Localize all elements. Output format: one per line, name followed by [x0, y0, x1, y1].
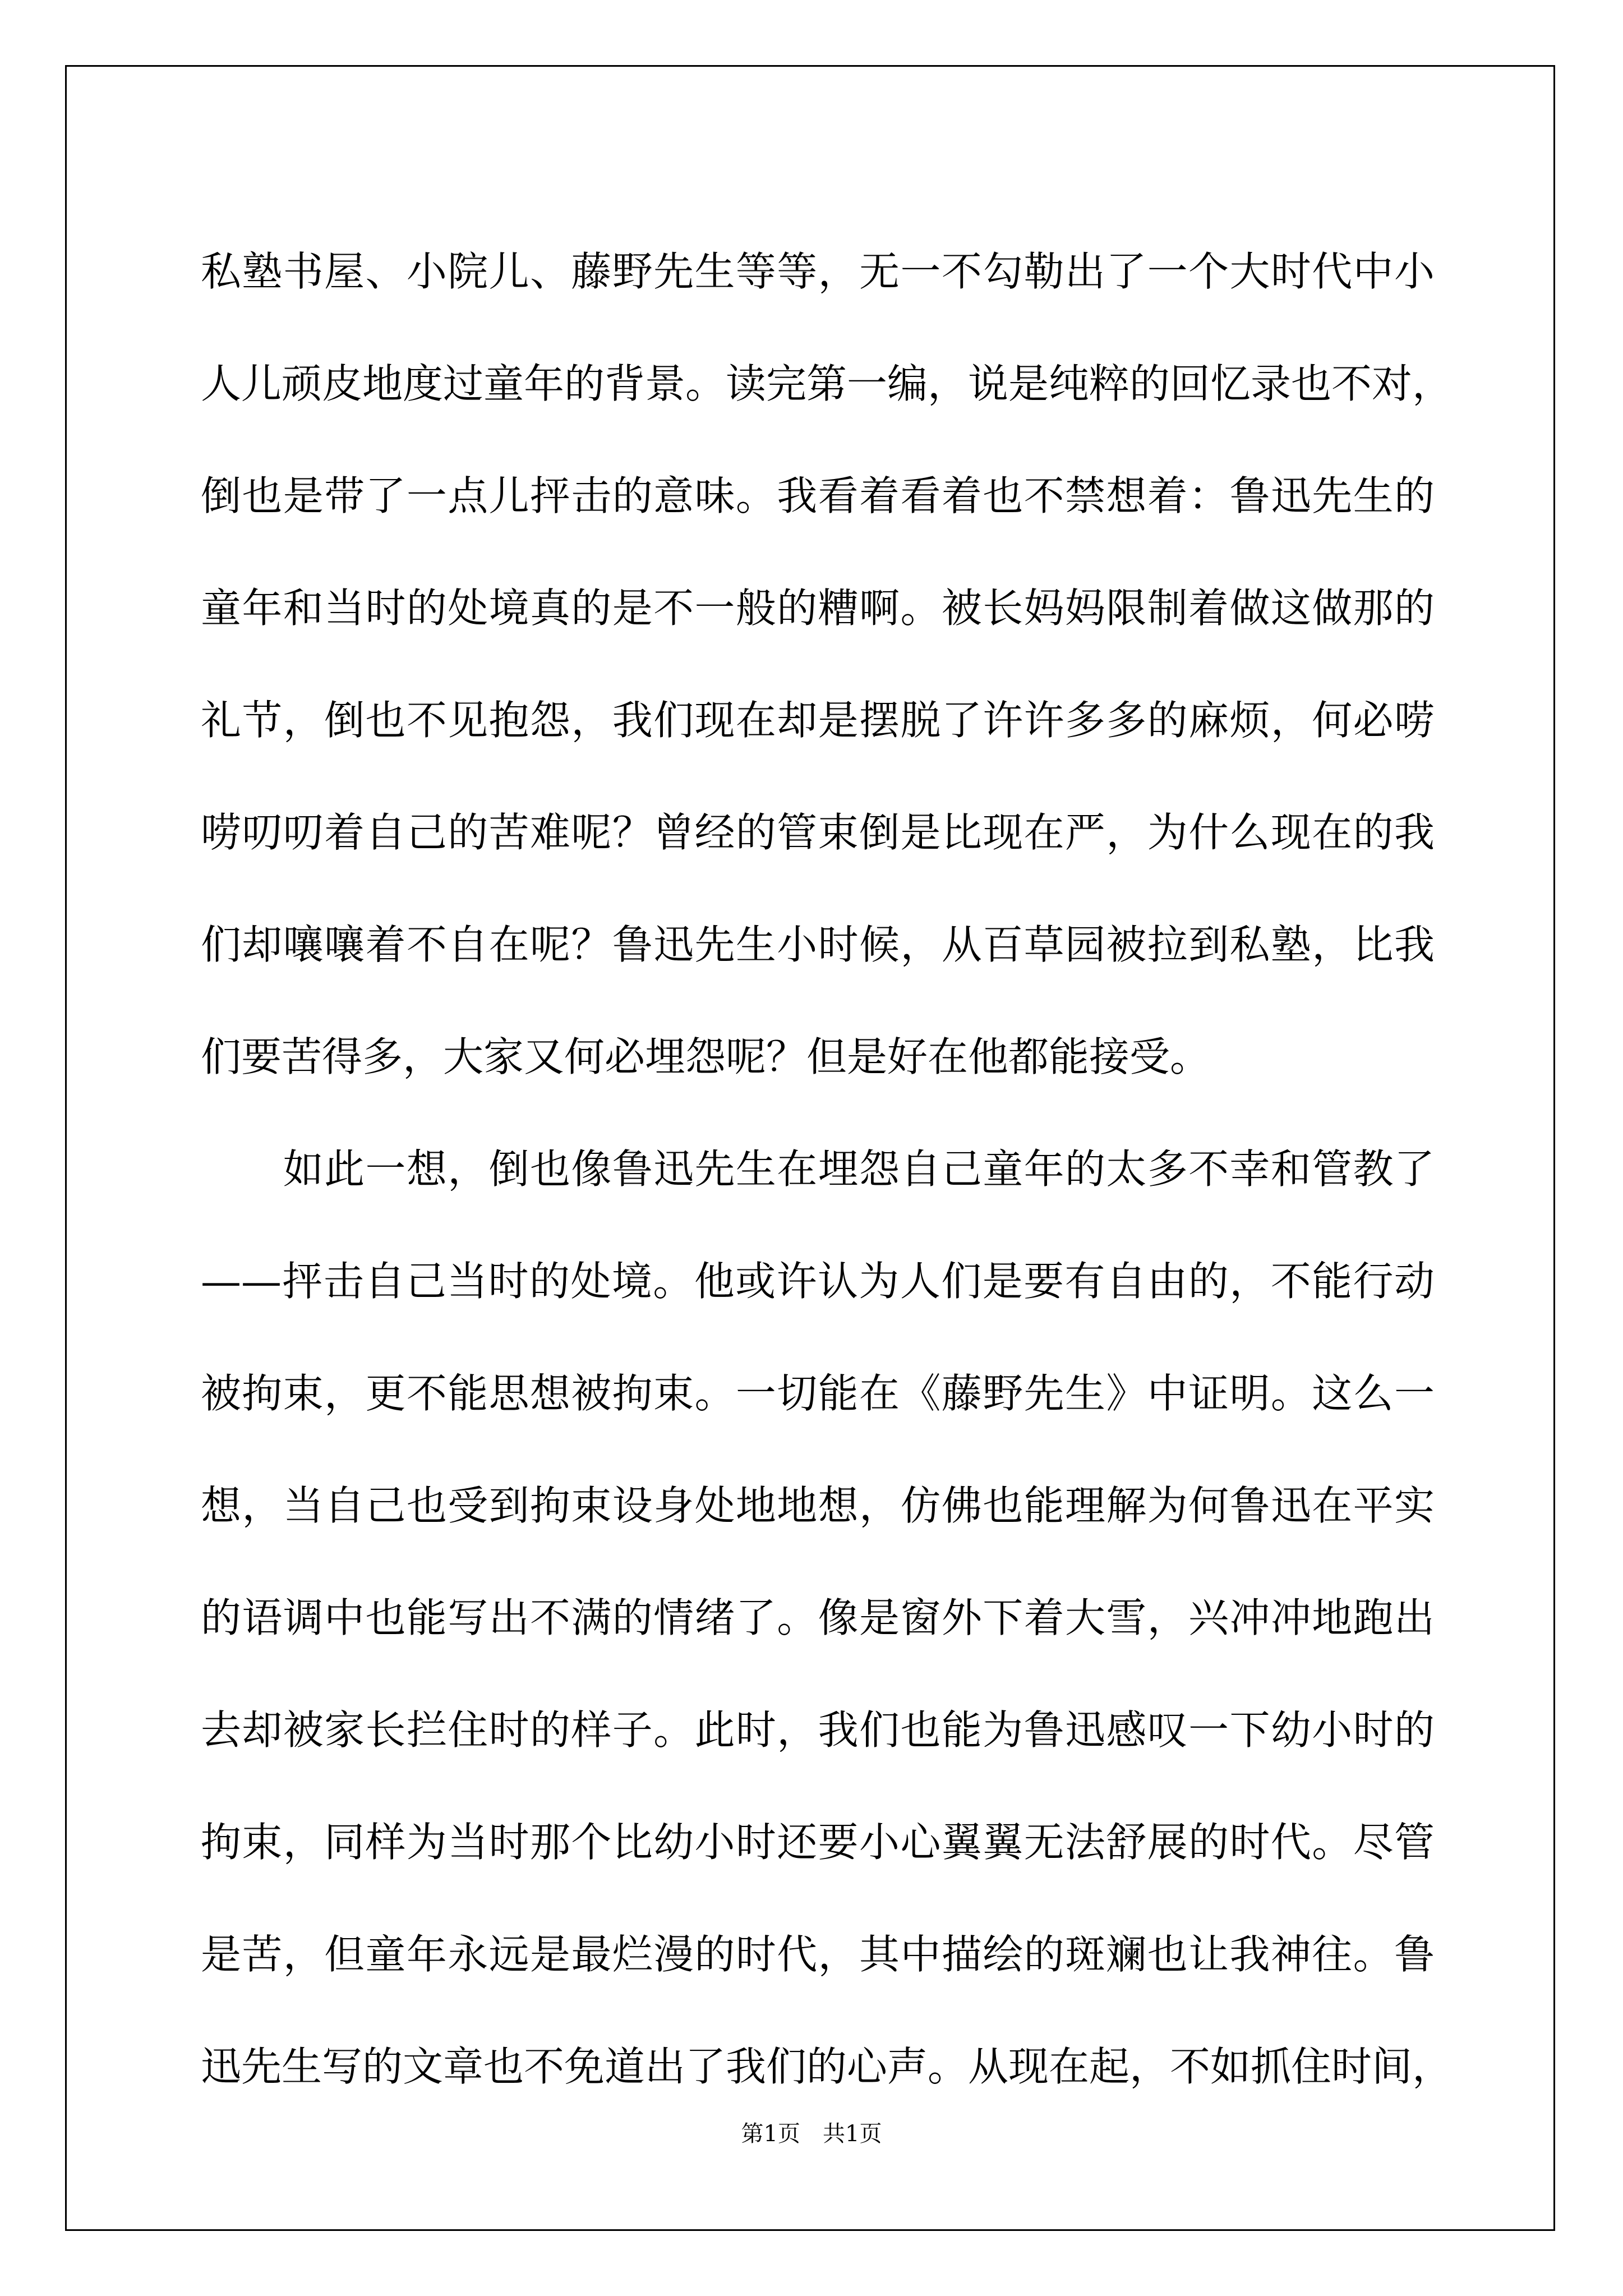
- text-line: 拘束，同样为当时那个比幼小时还要小心翼翼无法舒展的时代。尽管: [201, 1819, 1435, 1866]
- text-line: 倒也是带了一点儿抨击的意味。我看着看着也不禁想着：鲁迅先生的: [201, 472, 1435, 519]
- text-line: ——抨击自己当时的处境。他或许认为人们是要有自由的，不能行动: [201, 1258, 1435, 1305]
- text-line: 唠叨叨着自己的苦难呢？曾经的管束倒是比现在严，为什么现在的我: [201, 809, 1435, 856]
- text-line: 人儿顽皮地度过童年的背景。读完第一编，说是纯粹的回忆录也不对，: [201, 360, 1453, 407]
- text-line: 是苦，但童年永远是最烂漫的时代，其中描绘的斑斓也让我神往。鲁: [201, 1931, 1435, 1978]
- document-body: [201, 215, 1453, 2123]
- text-line: 们要苦得多，大家又何必埋怨呢？但是好在他都能接受。: [201, 1033, 1211, 1080]
- text-line: 被拘束，更不能思想被拘束。一切能在《藤野先生》中证明。这么一: [201, 1370, 1435, 1417]
- text-line: 去却被家长拦住时的样子。此时，我们也能为鲁迅感叹一下幼小时的: [201, 1706, 1435, 1754]
- paragraph-2: [201, 1113, 1453, 2123]
- text-line: 如此一想，倒也像鲁迅先生在埋怨自己童年的太多不幸和管教了: [201, 1145, 1435, 1193]
- paragraph-1: [201, 215, 1453, 1113]
- text-line: 礼节，倒也不见抱怨，我们现在却是摆脱了许许多多的麻烦，何必唠: [201, 697, 1435, 744]
- text-line: 童年和当时的处境真的是不一般的糟啊。被长妈妈限制着做这做那的: [201, 585, 1435, 632]
- page-footer: 第1页 共1页: [741, 2121, 882, 2147]
- text-line: 私塾书屋、小院儿、藤野先生等等，无一不勾勒出了一个大时代中小: [201, 248, 1435, 295]
- text-line: 迅先生写的文章也不免道出了我们的心声。从现在起，不如抓住时间，: [201, 2043, 1453, 2090]
- text-line: 想，当自己也受到拘束设身处地地想，仿佛也能理解为何鲁迅在平实: [201, 1482, 1435, 1529]
- text-line: 们却嚷嚷着不自在呢？鲁迅先生小时候，从百草园被拉到私塾，比我: [201, 921, 1435, 968]
- text-line: 的语调中也能写出不满的情绪了。像是窗外下着大雪，兴冲冲地跑出: [201, 1594, 1435, 1641]
